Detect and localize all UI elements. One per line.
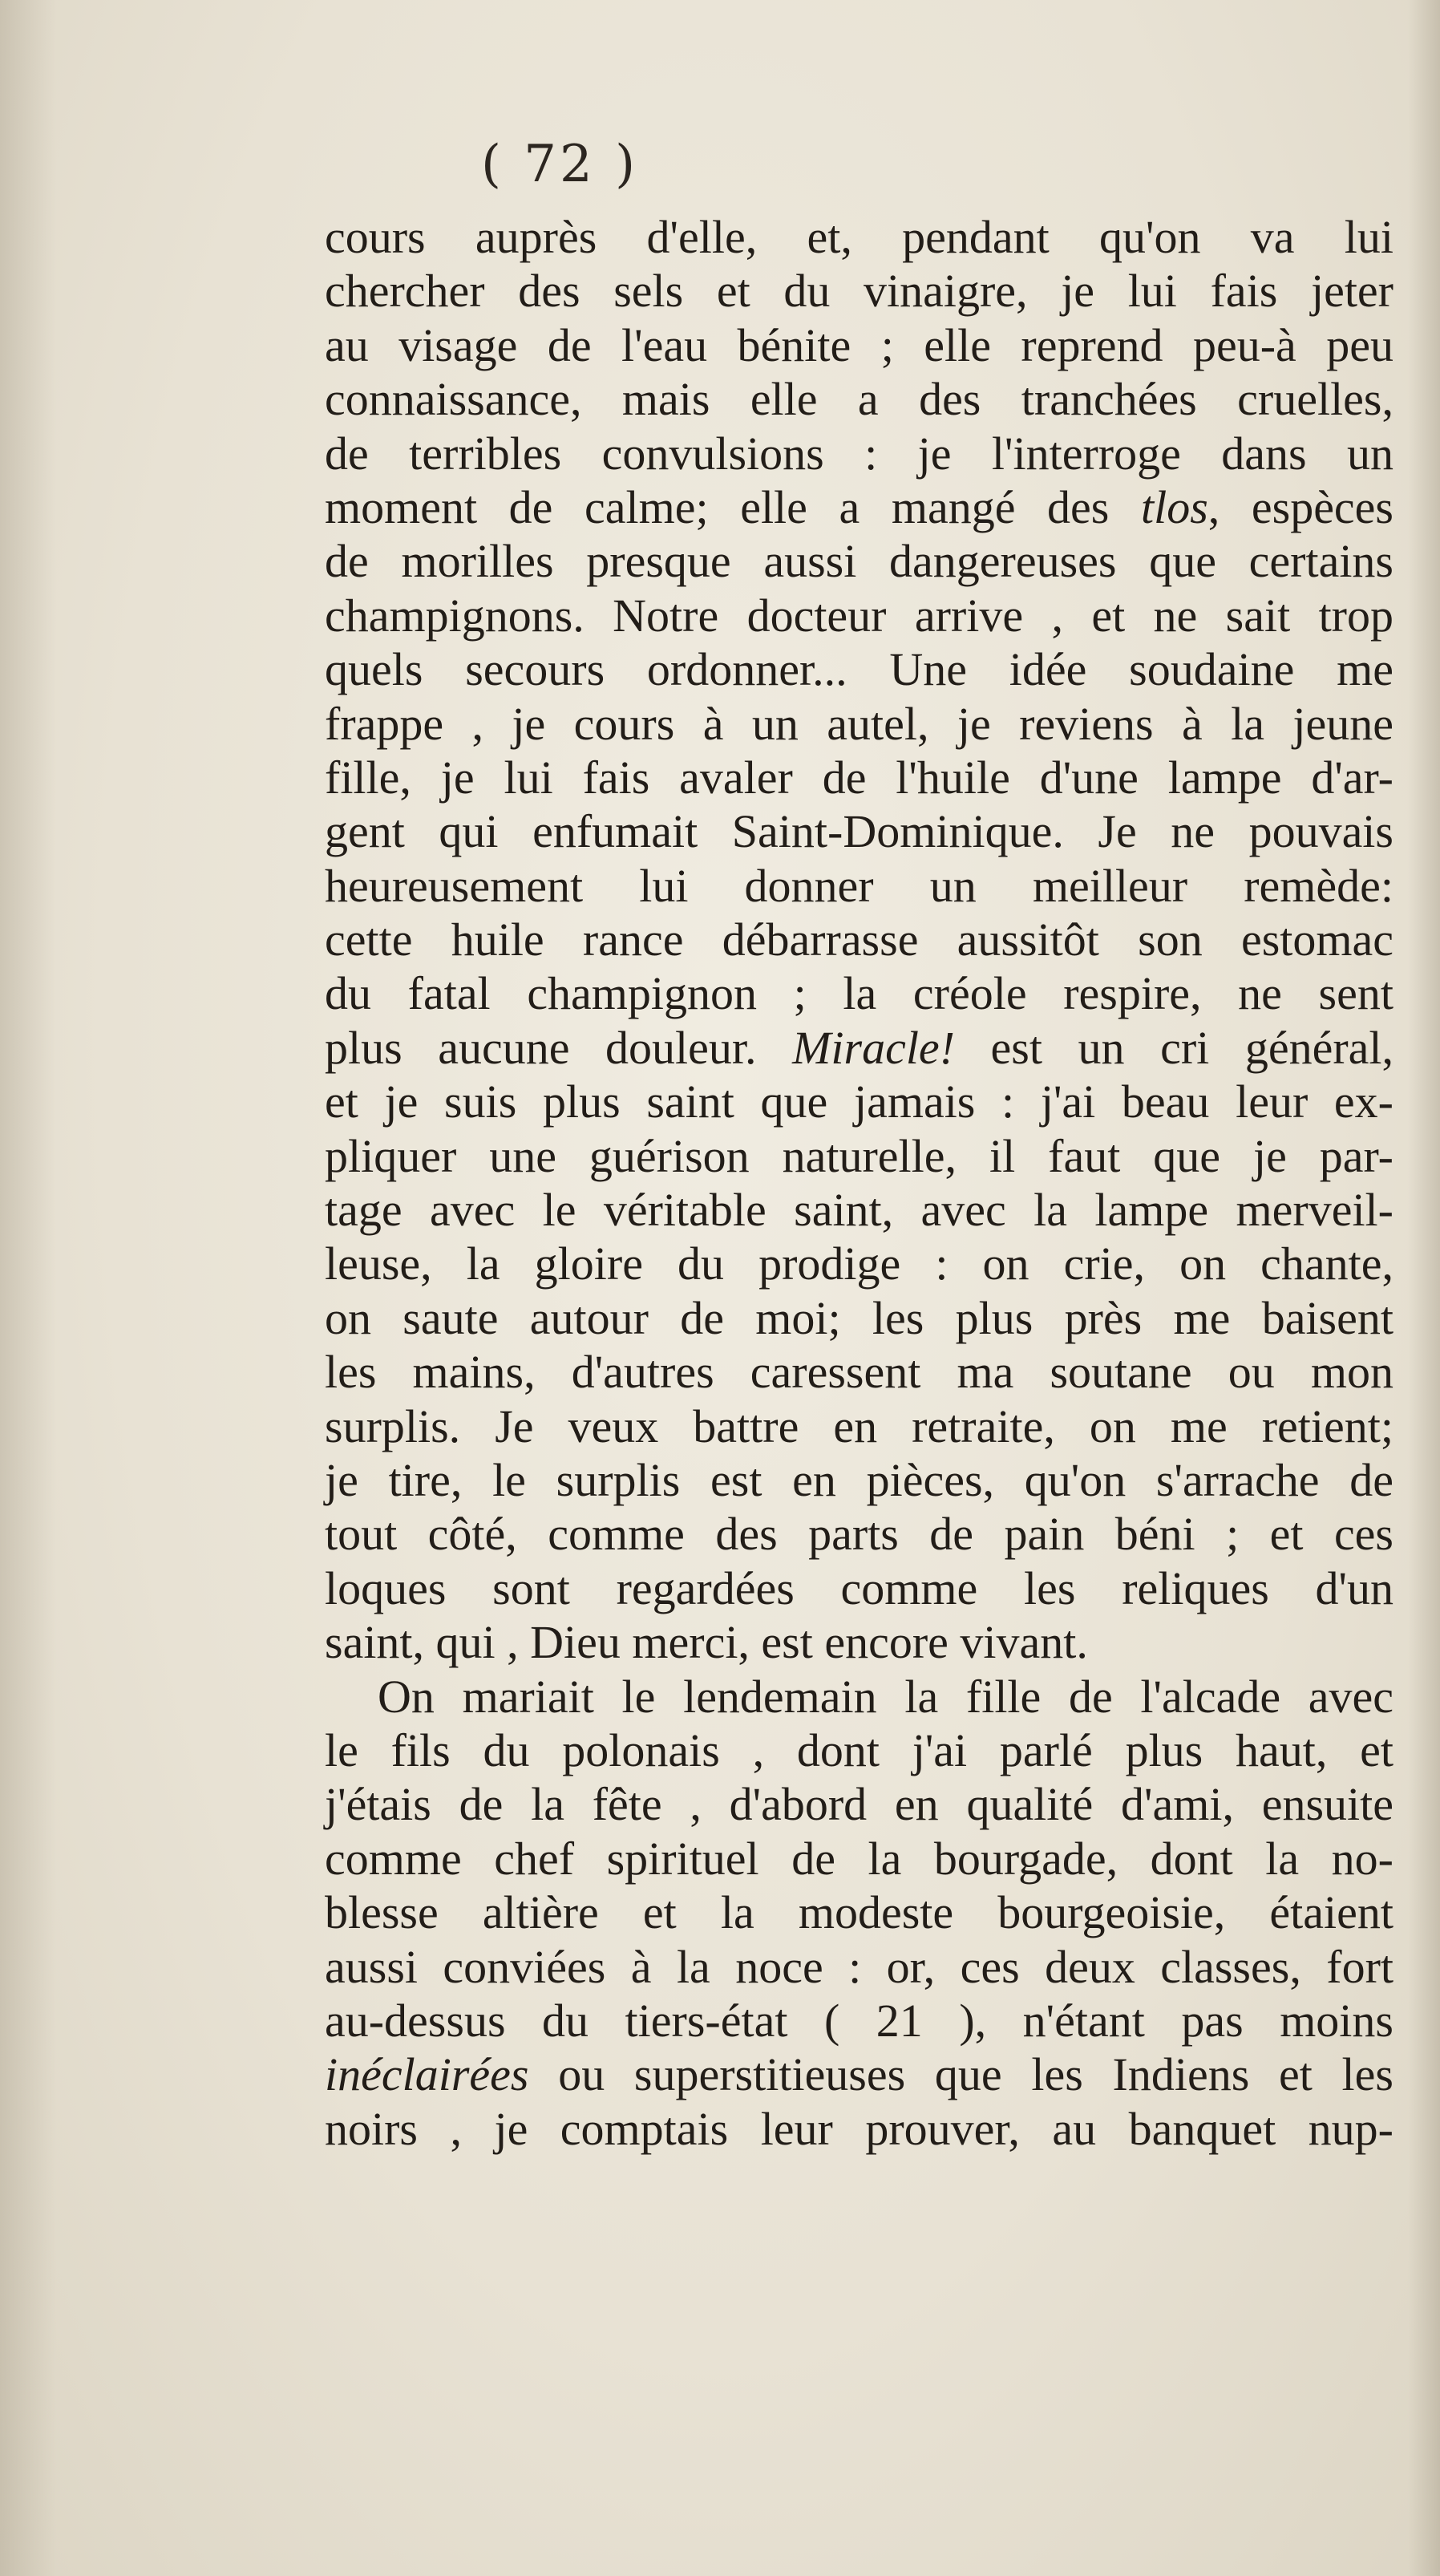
italic-word: tlos (1140, 480, 1208, 533)
text-line: au visage de l'eau bénite ; elle reprend peu-à peu (325, 318, 1393, 371)
text-line: et je suis plus saint que jamais : j'ai beau leur ex- (325, 1075, 1393, 1128)
text-line: heureusement lui donner un meilleur remède: (325, 859, 1393, 912)
text-line: gent qui enfumait Saint-Dominique. Je ne pouvais (325, 805, 1393, 858)
page-shadow-left (0, 0, 56, 2576)
text-line: blesse altière et la modeste bourgeoisie, étaient (325, 1886, 1393, 1939)
text-line: cette huile rance débarrasse aussitôt son estomac (325, 913, 1393, 966)
text-line: surplis. Je veux battre en retraite, on me retient; (325, 1399, 1393, 1452)
text-line: comme chef spirituel de la bourgade, dont la no- (325, 1832, 1393, 1885)
text-line: On mariait le lendemain la fille de l'alcade avec (378, 1670, 1393, 1723)
text-line: j'étais de la fête , d'abord en qualité d'ami, ensuite (325, 1778, 1393, 1831)
text-line-segment: ou superstitieuses que les Indiens et les (528, 2048, 1393, 2101)
text-line: connaissance, mais elle a des tranchées cruelles, (325, 373, 1393, 426)
text-line-segment: moment de calme; elle a mangé des (325, 480, 1141, 533)
text-line: loques sont regardées comme les reliques d'un (325, 1561, 1393, 1614)
text-line: aussi conviées à la noce : or, ces deux classes, fort (325, 1940, 1393, 1993)
italic-word: Miracle! (792, 1021, 955, 1074)
text-line: tout côté, comme des parts de pain béni ; et ces (325, 1508, 1393, 1561)
text-line-segment: plus aucune douleur. (325, 1021, 793, 1074)
text-line: frappe , je cours à un autel, je reviens à la jeune (325, 697, 1393, 750)
text-line: du fatal champignon ; la créole respire, ne sent (325, 967, 1393, 1020)
text-line: les mains, d'autres caressent ma soutane ou mon (325, 1346, 1393, 1399)
body-text (325, 210, 1393, 2156)
text-line: champignons. Notre docteur arrive , et ne sait trop (325, 589, 1393, 642)
text-line: je tire, le surplis est en pièces, qu'on s'arrache de (325, 1453, 1393, 1506)
text-line: leuse, la gloire du prodige : on crie, on chante, (325, 1237, 1393, 1290)
text-line: le fils du polonais , dont j'ai parlé plus haut, et (325, 1723, 1393, 1776)
text-line: saint, qui , Dieu merci, est encore vivant. (325, 1616, 1088, 1669)
text-line: quels secours ordonner... Une idée soudaine me (325, 643, 1393, 696)
text-line: chercher des sels et du vinaigre, je lui fais jeter (325, 265, 1393, 318)
text-line-segment: , espèces (1207, 480, 1393, 533)
page-number: ( 72 ) (480, 135, 639, 194)
text-line: de morilles presque aussi dangereuses que certains (325, 535, 1393, 588)
text-line: on saute autour de moi; les plus près me baisent (325, 1291, 1393, 1344)
text-line: de terribles convulsions : je l'interroge dans un (325, 427, 1393, 480)
text-line (325, 2047, 1393, 2101)
text-line (325, 480, 1393, 534)
text-line: noirs , je comptais leur prouver, au banquet nup- (325, 2102, 1393, 2155)
italic-word: inéclairées (325, 2048, 529, 2101)
page-shadow-right (1408, 0, 1440, 2576)
text-line: au-dessus du tiers-état ( 21 ), n'étant pas moins (325, 1994, 1393, 2047)
text-line: tage avec le véritable saint, avec la lampe merveil- (325, 1184, 1393, 1237)
text-line: pliquer une guérison naturelle, il faut que je par- (325, 1129, 1393, 1182)
text-line: fille, je lui fais avaler de l'huile d'une lampe d'ar- (325, 751, 1393, 804)
text-line: cours auprès d'elle, et, pendant qu'on va lui (325, 211, 1393, 263)
text-line (325, 1021, 1393, 1075)
text-line-segment: est un cri général, (955, 1021, 1393, 1074)
